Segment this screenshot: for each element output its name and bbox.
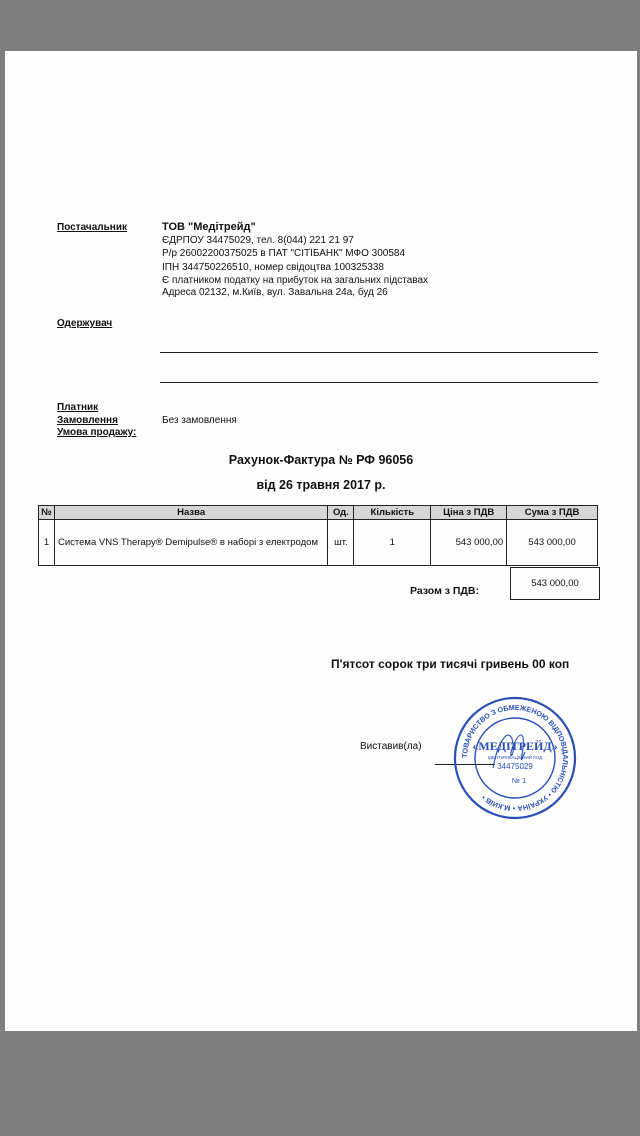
total-value: 543 000,00 (510, 567, 600, 600)
cell-no: 1 (39, 520, 55, 566)
cell-name: Система VNS Therapy® Demipulse® в наборі з електродом (54, 520, 327, 566)
col-header-no: № (39, 506, 55, 520)
items-table (38, 505, 598, 566)
order-label: Замовлення (57, 415, 118, 426)
col-header-price: Ціна з ПДВ (431, 506, 507, 520)
supplier-line-3: ІПН 344750226510, номер свідоцтва 100325338 (162, 262, 384, 273)
col-header-unit: Од. (328, 506, 354, 520)
col-header-sum: Сума з ПДВ (507, 506, 598, 520)
supplier-line-5: Адреса 02132, м.Київ, вул. Завальна 24а, буд 26 (162, 287, 388, 298)
supplier-line-4: Є платником податку на прибуток на загальних підставах (162, 275, 429, 286)
payer-label: Платник (57, 402, 99, 413)
order-value: Без замовлення (162, 415, 237, 426)
stamp-code: 34475029 (497, 762, 533, 771)
supplier-line-1: ЄДРПОУ 34475029, тел. 8(044) 221 21 97 (162, 235, 354, 246)
amount-in-words: П'ятсот сорок три тисячі гривень 00 коп (331, 657, 570, 671)
recipient-line-1 (160, 352, 598, 353)
recipient-line-2 (160, 382, 598, 383)
col-header-name: Назва (54, 506, 327, 520)
cell-price: 543 000,00 (431, 520, 507, 566)
signed-by-label: Виставив(ла) (360, 741, 422, 752)
col-header-qty: Кількість (354, 506, 431, 520)
recipient-label: Одержувач (57, 318, 113, 329)
supplier-label: Постачальник (57, 222, 127, 233)
supplier-name: ТОВ "Медітрейд" (162, 221, 256, 233)
cell-qty: 1 (354, 520, 431, 566)
total-label: Разом з ПДВ: (410, 585, 479, 597)
stamp-number: № 1 (511, 776, 527, 785)
supplier-line-2: Р/р 26002200375025 в ПАТ "СІТІБАНК" МФО 300584 (162, 248, 406, 259)
stamp-code-label: ІДЕНТИФІКАЦІЙНИЙ КОД (487, 755, 543, 760)
company-stamp (453, 696, 577, 820)
terms-label: Умова продажу: (57, 427, 137, 438)
table-header-row (39, 506, 598, 520)
stamp-ring-text: ТОВАРИСТВО З ОБМЕЖЕНОЮ ВІДПОВІДАЛЬНІСТЮ • УКРАЇНА • М.КИЇВ • (459, 702, 571, 814)
invoice-date: від 26 травня 2017 р. (256, 478, 386, 492)
invoice-page (5, 51, 637, 1031)
stamp-seal-icon (453, 696, 577, 820)
cell-sum: 543 000,00 (507, 520, 598, 566)
cell-unit: шт. (328, 520, 354, 566)
stamp-company: «МЕДІТРЕЙД» (472, 739, 558, 753)
invoice-title: Рахунок-Фактура № РФ 96056 (228, 453, 414, 467)
table-row (39, 520, 598, 566)
